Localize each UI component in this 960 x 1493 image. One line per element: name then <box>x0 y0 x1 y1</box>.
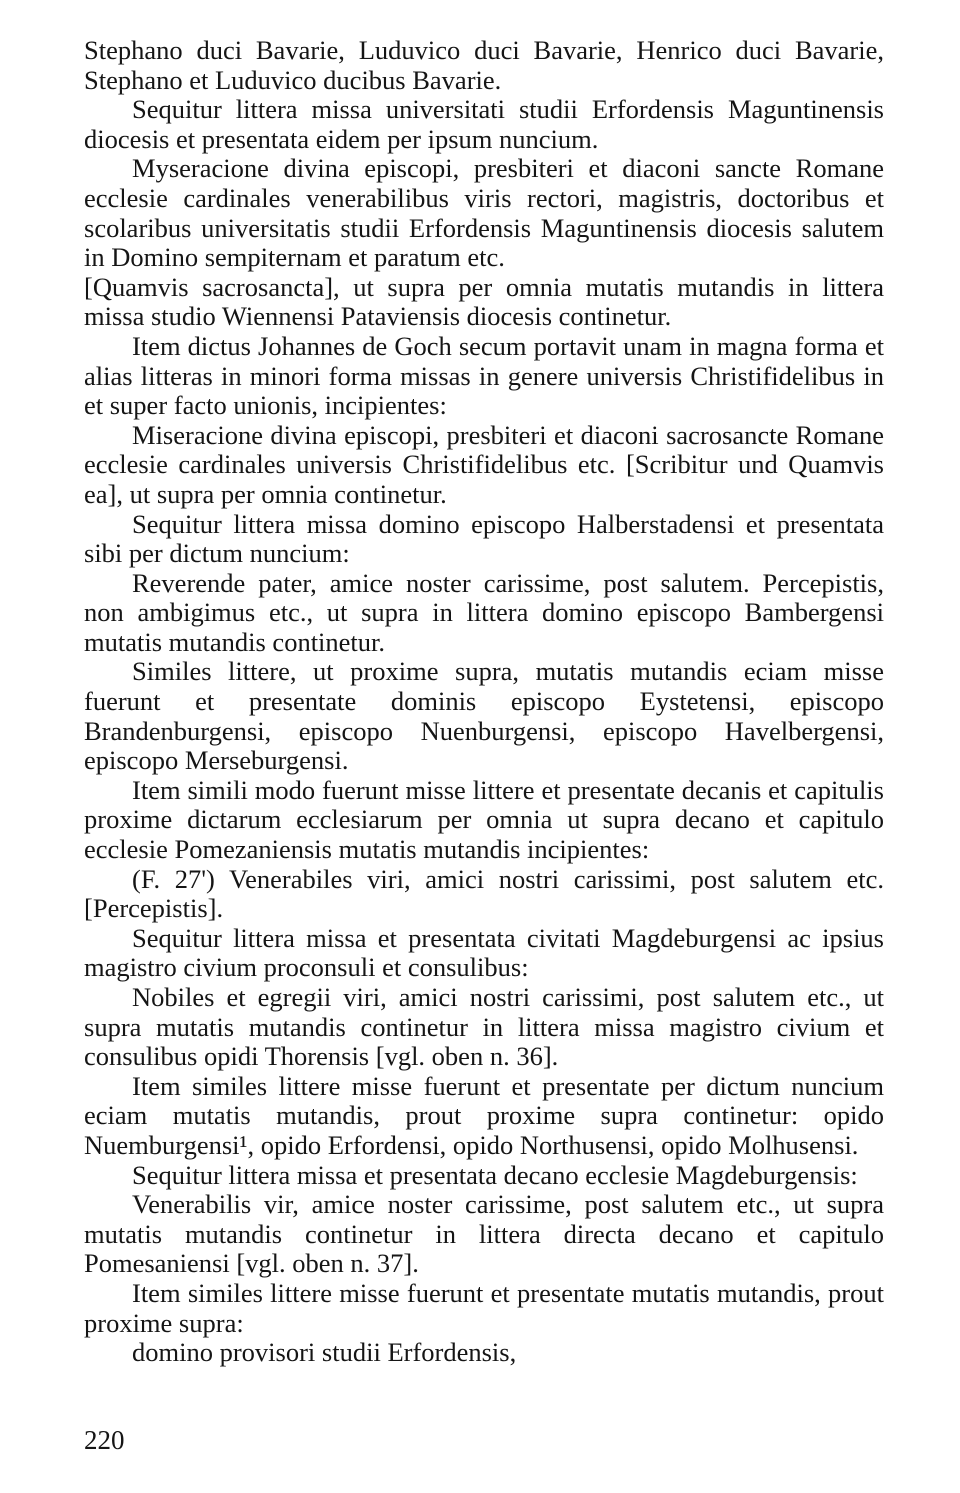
paragraph-17: Item similes littere misse fuerunt et presentate mutatis mutandis, prout proxime supra: <box>84 1277 884 1338</box>
page-number: 220 <box>84 1425 125 1455</box>
paragraph-3: Myseracione divina episcopi, presbiteri et diaconi sancte Romane ecclesie cardinales venerabilibus viris rectori, magistris, doctoribus et scolaribus universitatis studii Erfordensis Maguntinensis diocesis salutem in Domino sempiternam et paratum etc. <box>84 153 884 273</box>
document-body <box>84 36 884 1368</box>
paragraph-2: Sequitur littera missa universitati studii Erfordensis Maguntinensis diocesis et presentata eidem per ipsum nuncium. <box>84 94 884 154</box>
paragraph-14: Item similes littere misse fuerunt et presentate per dictum nuncium eciam mutatis mutandis, prout proxime supra continetur: opido Nuemburgensi¹, opido Erfordensi, opido Northusensi, opido Molhusensi. <box>84 1070 884 1160</box>
paragraph-11: (F. 27') Venerabiles viri, amici nostri carissimi, post salutem etc. [Percepistis]. <box>84 863 884 924</box>
paragraph-12: Sequitur littera missa et presentata civitati Magdeburgensi ac ipsius magistro civium proconsuli et consulibus: <box>84 922 884 983</box>
paragraph-9: Similes littere, ut proxime supra, mutatis mutandis eciam misse fuerunt et presentate dominis episcopo Eystetensi, episcopo Brandenburgensi, episcopo Nuenburgensi, episcopo Havelbergensi, episcopo Merseburgensi. <box>84 656 884 776</box>
paragraph-16: Venerabilis vir, amice noster carissime, post salutem etc., ut supra mutatis mutandis continetur in littera directa decano et capitulo Pomesaniensi [vgl. oben n. 37]. <box>84 1189 884 1279</box>
paragraph-10: Item simili modo fuerunt misse littere et presentate decanis et capitulis proxime dictarum ecclesiarum per omnia ut supra decano et capitulo ecclesie Pomezaniensis mutatis mutandis incipientes: <box>84 774 884 865</box>
paragraph-18: domino provisori studii Erfordensis, <box>132 1337 517 1368</box>
paragraph-1: Stephano duci Bavarie, Luduvico duci Bavarie, Henrico duci Bavarie, Stephano et Luduvico ducibus Bavarie. <box>84 35 884 95</box>
paragraph-13: Nobiles et egregii viri, amici nostri carissimi, post salutem etc., ut supra mutatis mutandis continetur in littera missa magistro civium et consulibus opidi Thorensis [vgl. oben n. 36]. <box>84 982 884 1072</box>
paragraph-5: Item dictus Johannes de Goch secum portavit unam in magna forma et alias litteras in minori forma missas in genere universis Christifidelibus in et super facto unionis, incipientes: <box>84 330 884 421</box>
paragraph-4: [Quamvis sacrosancta], ut supra per omnia mutatis mutandis in littera missa studio Wiennensi Pataviensis diocesis continetur. <box>84 271 884 332</box>
paragraph-8: Reverende pater, amice noster carissime, post salutem. Percepistis, non ambigimus etc., ut supra in littera domino episcopo Bambergensi mutatis mutandis continetur. <box>84 567 884 657</box>
paragraph-7: Sequitur littera missa domino episcopo Halberstadensi et presentata sibi per dictum nuncium: <box>84 508 884 569</box>
paragraph-15: Sequitur littera missa et presentata decano ecclesie Magdeburgensis: <box>132 1159 858 1190</box>
paragraph-6: Miseracione divina episcopi, presbiteri et diaconi sacrosancte Romane ecclesie cardinales universis Christifidelibus etc. [Scribitur und Quamvis ea], ut supra per omnia continetur. <box>84 419 884 509</box>
